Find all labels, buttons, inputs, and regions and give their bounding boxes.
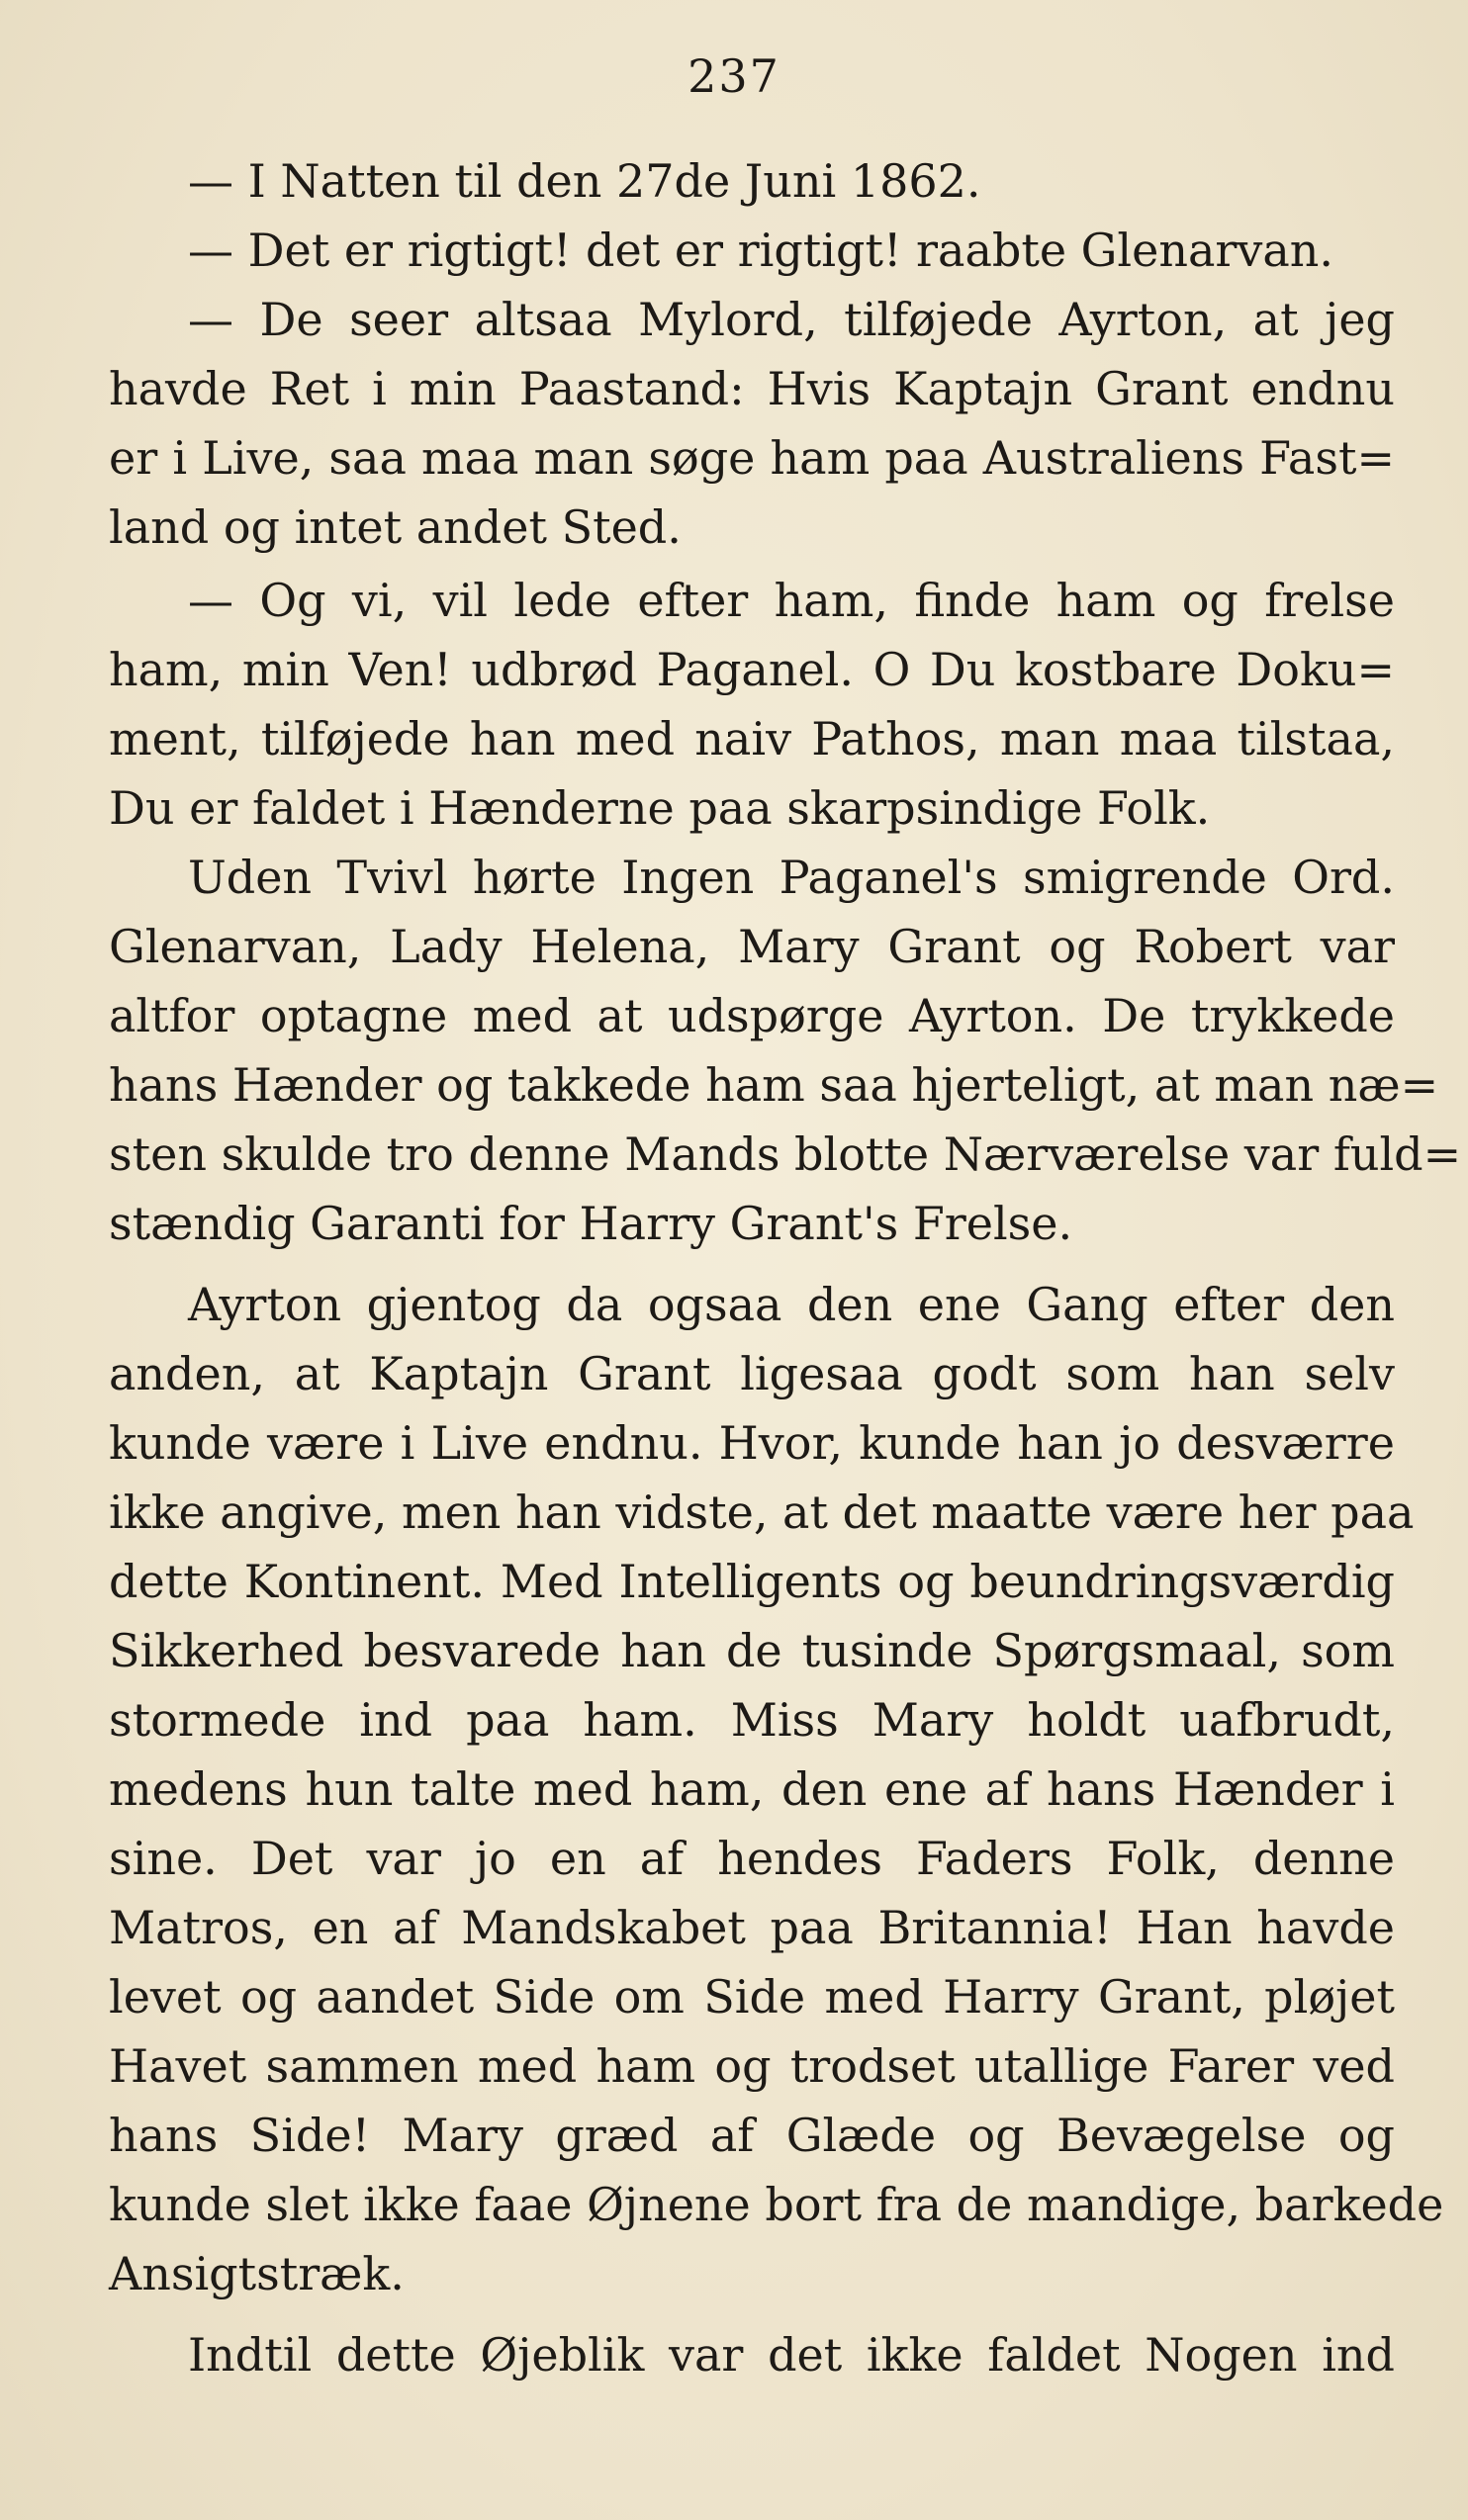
text-line: hans Side! Mary græd af Glæde og Bevægelse og	[109, 2109, 1395, 2162]
text-line: anden, at Kaptajn Grant ligesaa godt som han selv	[109, 1347, 1395, 1400]
text-line: sten skulde tro denne Mands blotte Nærværelse var fuld=	[109, 1127, 1462, 1181]
text-line: Indtil dette Øjeblik var det ikke faldet Nogen ind	[188, 2328, 1395, 2382]
text-line: hans Hænder og takkede ham saa hjerteligt, at man næ=	[109, 1058, 1439, 1112]
text-line: — I Natten til den 27de Juni 1862.	[188, 154, 981, 208]
page-number: 237	[688, 49, 780, 103]
text-line: Ayrton gjentog da ogsaa den ene Gang efter den	[188, 1278, 1395, 1331]
text-line: ham, min Ven! udbrød Paganel. O Du kostbare Doku=	[109, 643, 1395, 696]
text-line: Matros, en af Mandskabet paa Britannia! Han havde	[109, 1901, 1395, 1954]
text-line: kunde være i Live endnu. Hvor, kunde han jo desværre	[109, 1416, 1395, 1470]
text-line: kunde slet ikke faae Øjnene bort fra de mandige, barkede	[109, 2178, 1444, 2231]
text-line: Havet sammen med ham og trodset utallige Farer ved	[109, 2039, 1395, 2093]
text-line: medens hun talte med ham, den ene af hans Hænder i	[109, 1762, 1395, 1816]
text-line: havde Ret i min Paastand: Hvis Kaptajn Grant endnu	[109, 362, 1395, 415]
text-line: stændig Garanti for Harry Grant's Frelse.	[109, 1197, 1073, 1250]
text-line: ikke angive, men han vidste, at det maatte være her paa	[109, 1485, 1415, 1539]
body-text	[109, 146, 1462, 2389]
text-line: — De seer altsaa Mylord, tilføjede Ayrton, at jeg	[188, 293, 1395, 346]
text-line: Ansigtstræk.	[109, 2247, 405, 2300]
text-line: sine. Det var jo en af hendes Faders Folk, denne	[109, 1832, 1395, 1885]
text-line: ment, tilføjede han med naiv Pathos, man maa tilstaa,	[109, 712, 1395, 765]
text-line: — Det er rigtigt! det er rigtigt! raabte Glenarvan.	[188, 224, 1334, 277]
text-line: levet og aandet Side om Side med Harry Grant, pløjet	[109, 1970, 1395, 2024]
text-line: er i Live, saa maa man søge ham paa Australiens Fast=	[109, 431, 1395, 485]
text-line: stormede ind paa ham. Miss Mary holdt uafbrudt,	[109, 1693, 1395, 1747]
text-line: dette Kontinent. Med Intelligents og beundringsværdig	[109, 1555, 1395, 1608]
text-line: land og intet andet Sted.	[109, 500, 682, 554]
text-line: Glenarvan, Lady Helena, Mary Grant og Robert var	[109, 920, 1395, 973]
text-line: Uden Tvivl hørte Ingen Paganel's smigrende Ord.	[188, 851, 1395, 904]
text-line: altfor optagne med at udspørge Ayrton. De trykkede	[109, 989, 1395, 1042]
text-line: — Og vi, vil lede efter ham, finde ham og frelse	[188, 574, 1395, 627]
text-line: Du er faldet i Hænderne paa skarpsindige Folk.	[109, 781, 1211, 835]
text-line: Sikkerhed besvarede han de tusinde Spørgsmaal, som	[109, 1624, 1395, 1677]
